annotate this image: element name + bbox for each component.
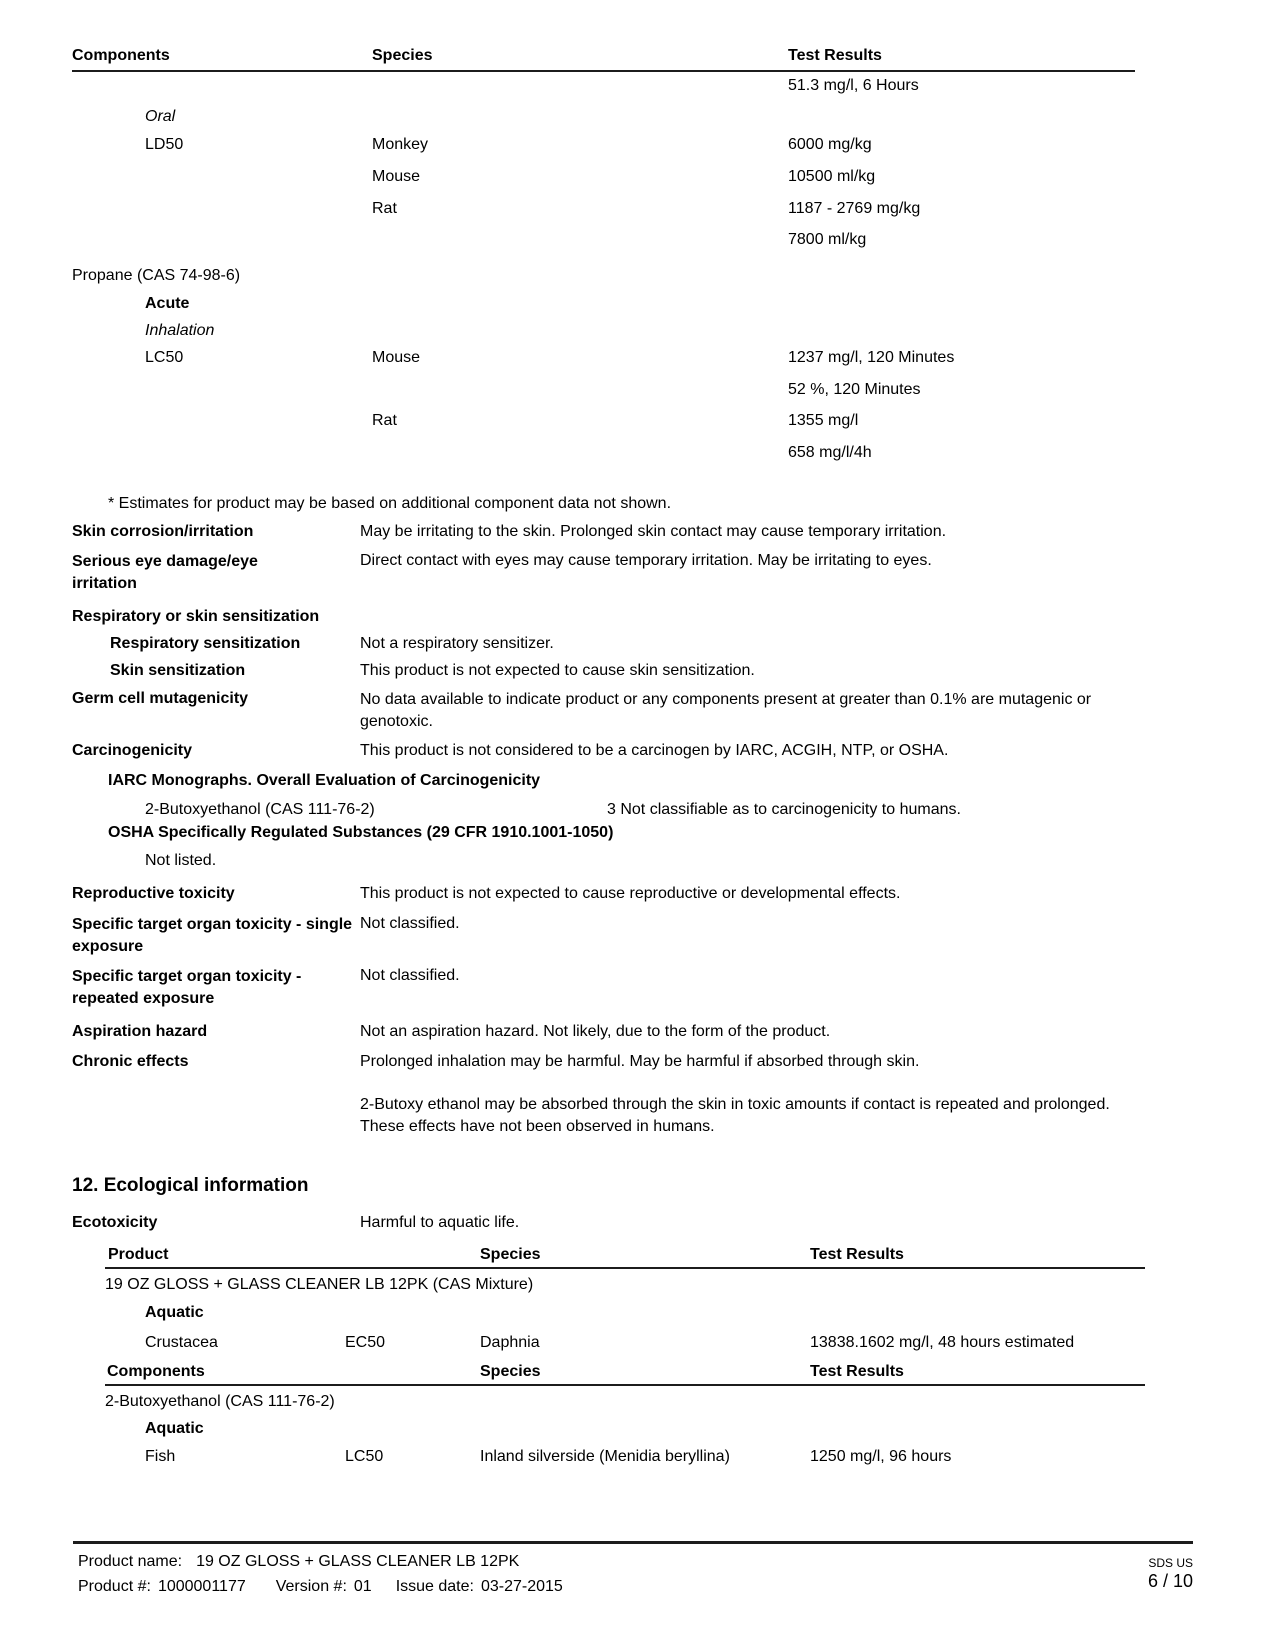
version-value: 01 (353, 1578, 372, 1595)
footer-rule (73, 1541, 1193, 1544)
table-cell: 10500 ml/kg (788, 168, 876, 185)
table-cell: EC50 (345, 1334, 386, 1351)
property-value: Not classified. (360, 967, 460, 984)
property-label: Germ cell mutagenicity (72, 690, 249, 707)
product-number-label: Product #: (78, 1578, 151, 1595)
issue-date-value: 03-27-2015 (480, 1578, 563, 1595)
table-cell: 1187 - 2769 mg/kg (788, 200, 921, 217)
section-heading: 12. Ecological information (72, 1175, 309, 1196)
table-header-rule (105, 1384, 1145, 1386)
table-cell: LC50 (345, 1448, 384, 1465)
table-cell: Rat (372, 200, 397, 217)
table-cell: Rat (372, 412, 397, 429)
column-header-species: Species (480, 1246, 541, 1263)
table-cell: Crustacea (145, 1334, 218, 1351)
table-cell: Inland silverside (Menidia beryllina) (480, 1448, 730, 1465)
issue-date-label: Issue date: (395, 1578, 474, 1595)
column-header-test-results: Test Results (810, 1363, 904, 1380)
table-header-rule (72, 70, 1135, 72)
product-name-label: Product name: (78, 1553, 183, 1570)
group-label-aquatic: Aquatic (145, 1304, 204, 1321)
table-cell: 658 mg/l/4h (788, 444, 872, 461)
property-value: Prolonged inhalation may be harmful. May be harmful if absorbed through skin. (360, 1053, 920, 1070)
iarc-heading: IARC Monographs. Overall Evaluation of Carcinogenicity (108, 772, 541, 789)
property-label: Reproductive toxicity (72, 885, 235, 902)
property-label: Specific target organ toxicity - repeated exposure (72, 968, 302, 1007)
property-value: Not classified. (360, 915, 460, 932)
route-label-inhalation: Inhalation (145, 322, 215, 339)
property-label: Skin corrosion/irritation (72, 523, 254, 540)
table-cell: Daphnia (480, 1334, 540, 1351)
page-number: 6 / 10 (1147, 1571, 1193, 1591)
column-header-species: Species (480, 1363, 541, 1380)
table-cell: Monkey (372, 136, 429, 153)
table-cell: LC50 (145, 349, 184, 366)
property-value: This product is not expected to cause reproductive or developmental effects. (360, 885, 901, 902)
group-label-aquatic: Aquatic (145, 1420, 204, 1437)
column-header-components: Components (72, 47, 170, 64)
property-label: Specific target organ toxicity - single exposure (72, 916, 353, 955)
property-value: Direct contact with eyes may cause temporary irritation. May be irritating to eyes. (360, 552, 932, 569)
property-value: May be irritating to the skin. Prolonged skin contact may cause temporary irritation. (360, 523, 947, 540)
property-label: Respiratory or skin sensitization (72, 608, 320, 625)
table-cell: 1237 mg/l, 120 Minutes (788, 349, 955, 366)
property-label: Carcinogenicity (72, 742, 193, 759)
property-label: Ecotoxicity (72, 1214, 158, 1231)
osha-result: Not listed. (145, 852, 217, 869)
property-sublabel: Respiratory sensitization (110, 635, 301, 652)
iarc-result: 3 Not classifiable as to carcinogenicity to humans. (607, 801, 961, 818)
iarc-component: 2-Butoxyethanol (CAS 111-76-2) (145, 801, 375, 818)
property-value: Not a respiratory sensitizer. (360, 635, 554, 652)
product-name-value: 19 OZ GLOSS + GLASS CLEANER LB 12PK (196, 1553, 520, 1570)
property-value: This product is not considered to be a carcinogen by IARC, ACGIH, NTP, or OSHA. (360, 742, 949, 759)
property-sublabel: Skin sensitization (110, 662, 246, 679)
property-label: Serious eye damage/eye irritation (72, 553, 258, 592)
version-label: Version #: (275, 1578, 347, 1595)
table-cell: 51.3 mg/l, 6 Hours (788, 77, 919, 94)
component-name-row: 2-Butoxyethanol (CAS 111-76-2) (105, 1393, 335, 1410)
table-cell: 1250 mg/l, 96 hours (810, 1448, 952, 1465)
table-cell: LD50 (145, 136, 184, 153)
component-name: Propane (CAS 74-98-6) (72, 267, 241, 284)
table-cell: 6000 mg/kg (788, 136, 872, 153)
table-footnote: * Estimates for product may be based on additional component data not shown. (108, 495, 672, 512)
property-label: Aspiration hazard (72, 1023, 208, 1040)
table-cell: 13838.1602 mg/l, 48 hours estimated (810, 1334, 1075, 1351)
property-value: Harmful to aquatic life. (360, 1214, 520, 1231)
exposure-type-label: Acute (145, 295, 190, 312)
column-header-components: Components (107, 1363, 205, 1380)
table-cell: Mouse (372, 349, 421, 366)
property-label: Chronic effects (72, 1053, 189, 1070)
property-value: This product is not expected to cause skin sensitization. (360, 662, 755, 679)
column-header-product: Product (108, 1246, 169, 1263)
osha-heading: OSHA Specifically Regulated Substances (29 CFR 1910.1001-1050) (108, 824, 614, 841)
table-header-rule (105, 1267, 1145, 1269)
table-cell: 1355 mg/l (788, 412, 859, 429)
product-name-row: 19 OZ GLOSS + GLASS CLEANER LB 12PK (CAS Mixture) (105, 1276, 534, 1293)
table-cell: Mouse (372, 168, 421, 185)
footer-product-info-line (78, 1577, 563, 1597)
table-cell: 52 %, 120 Minutes (788, 381, 921, 398)
column-header-test-results: Test Results (810, 1246, 904, 1263)
column-header-test-results: Test Results (788, 47, 882, 64)
table-cell: 7800 ml/kg (788, 231, 867, 248)
route-label-oral: Oral (145, 108, 176, 125)
property-value: Not an aspiration hazard. Not likely, due to the form of the product. (360, 1023, 831, 1040)
sds-region-label: SDS US (1148, 1556, 1193, 1570)
column-header-species: Species (372, 47, 433, 64)
property-value: No data available to indicate product or any components present at greater than 0.1% are mutagenic or genotoxic. (360, 691, 1092, 730)
product-number-value: 1000001177 (157, 1578, 246, 1595)
footer-product-name-line (78, 1552, 519, 1572)
chronic-effects-paragraph: 2-Butoxy ethanol may be absorbed through the skin in toxic amounts if contact is repeated and prolonged. These effects have not been observed in humans. (360, 1096, 1110, 1135)
table-cell: Fish (145, 1448, 176, 1465)
